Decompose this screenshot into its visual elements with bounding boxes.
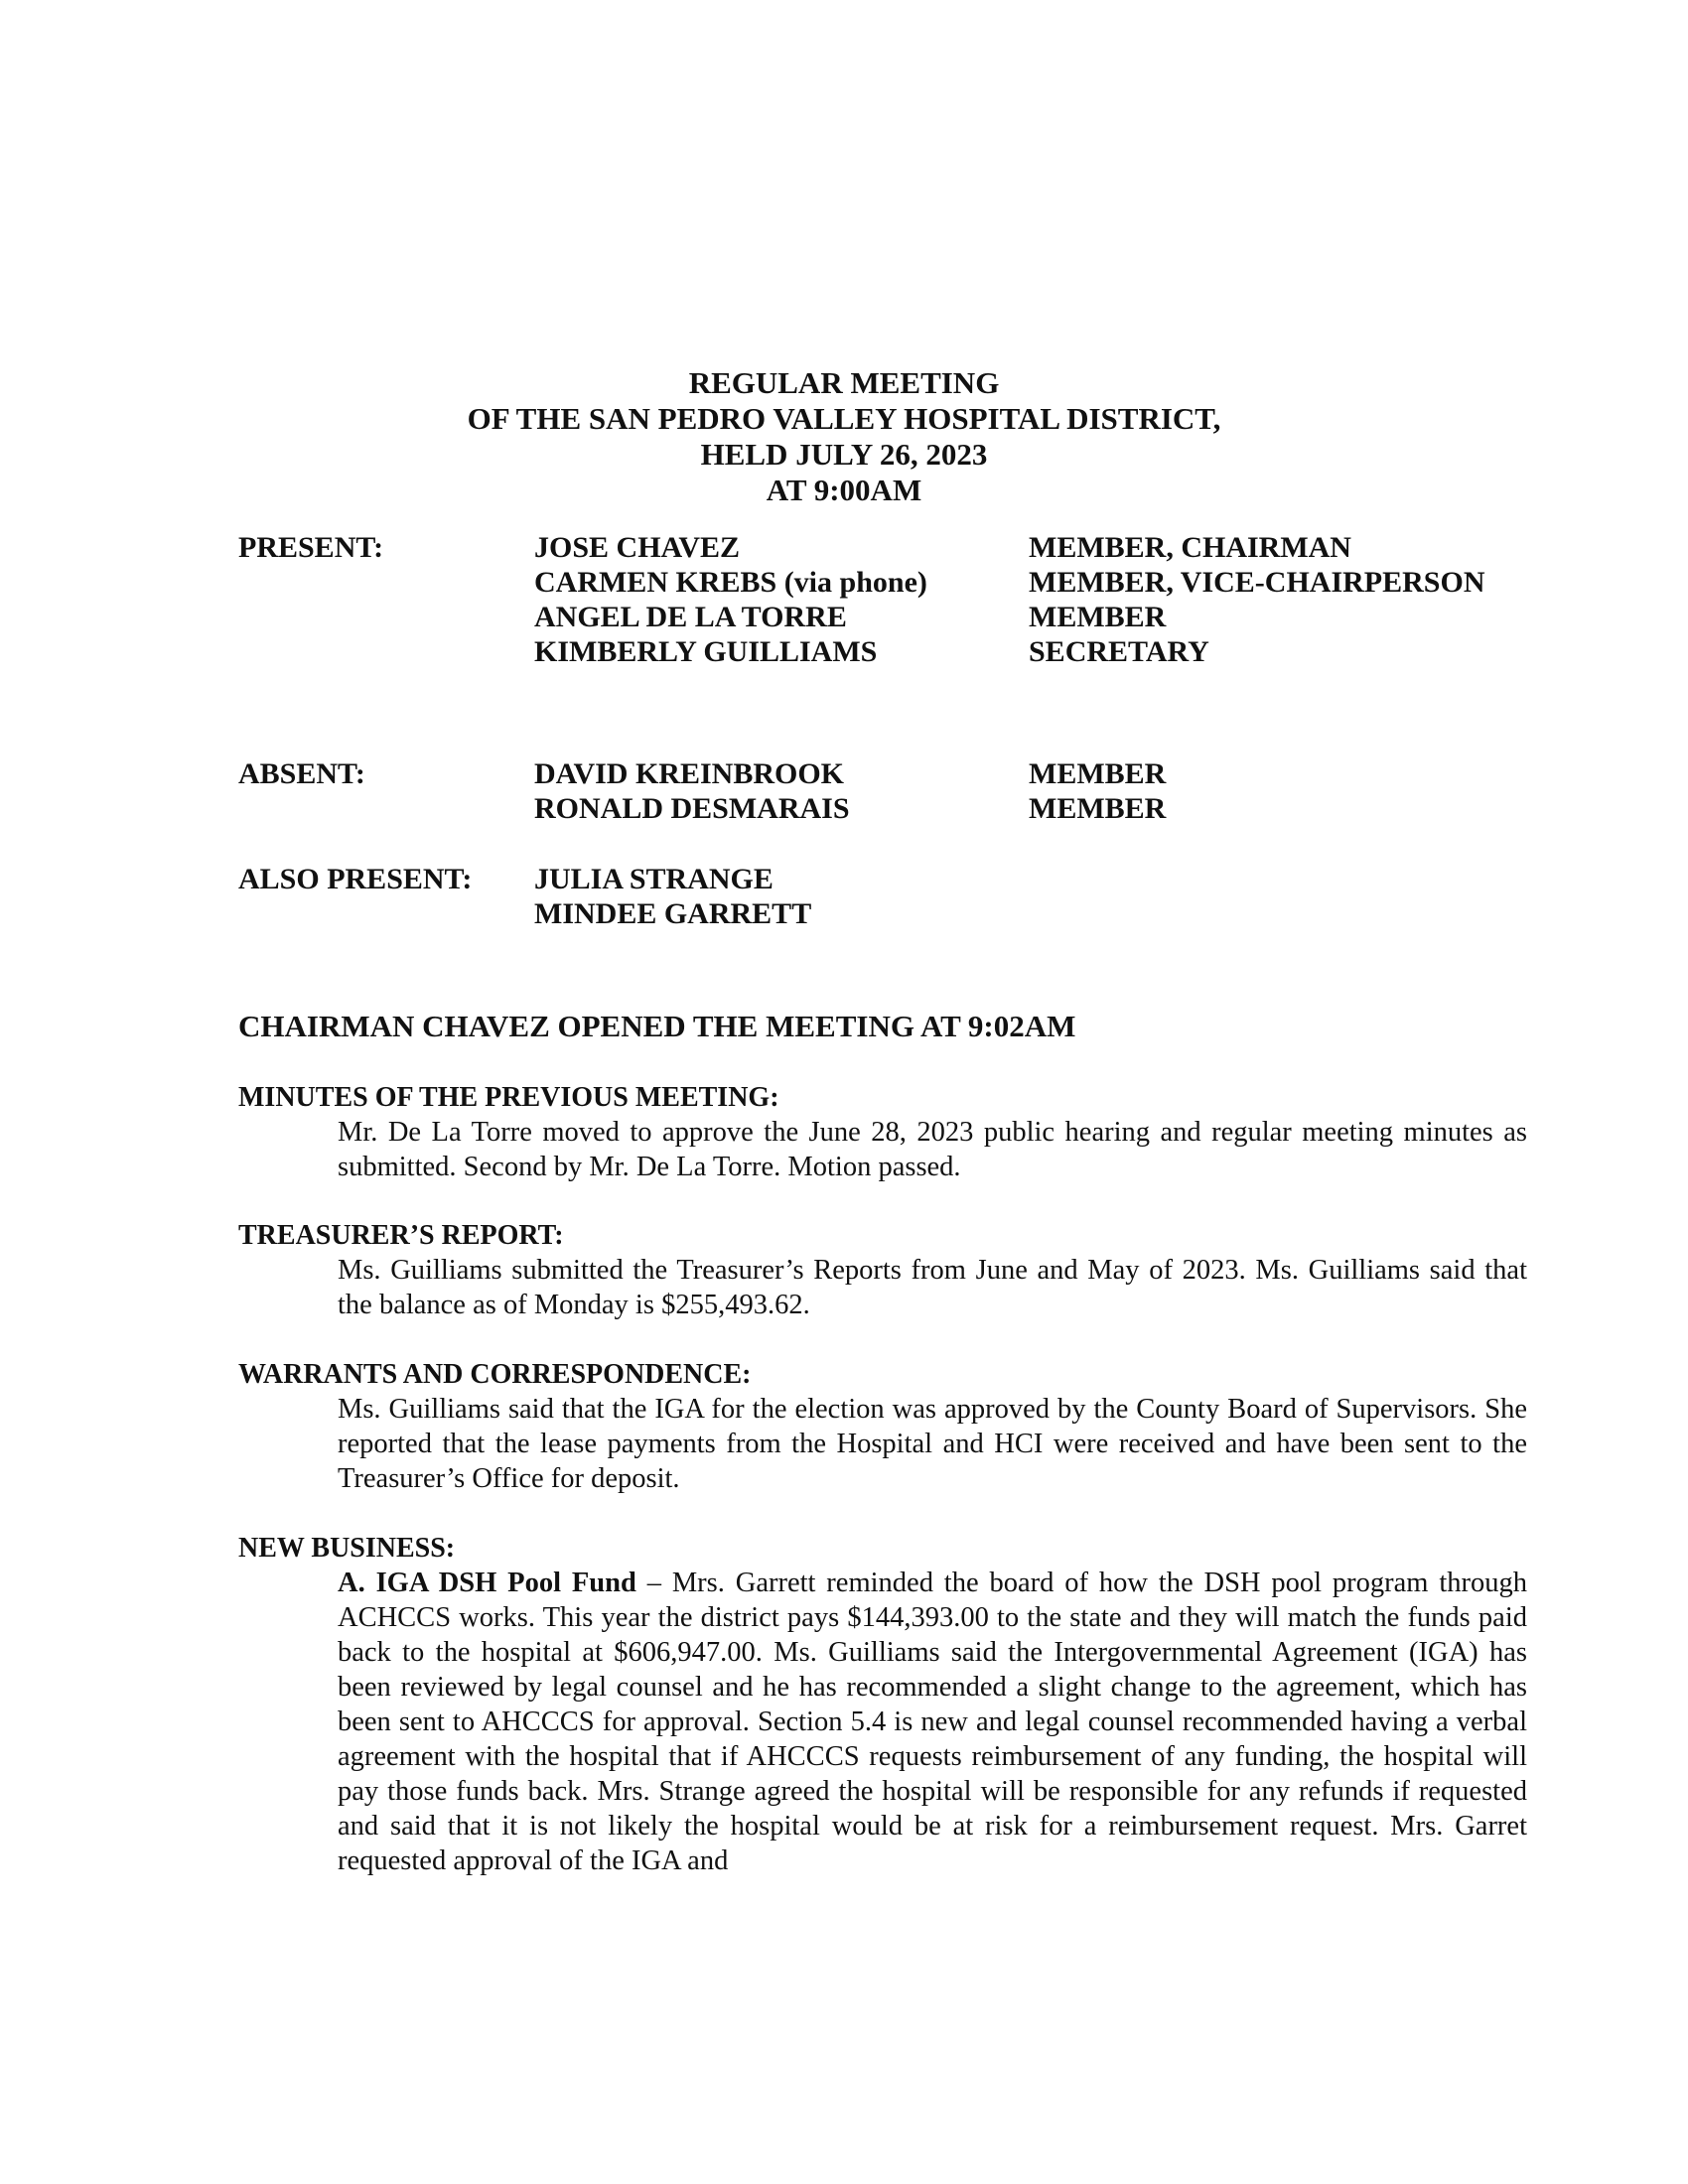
attendee-role: MEMBER	[1029, 601, 1167, 633]
attendee-name: RONALD DESMARAIS	[534, 792, 850, 825]
attendee-name: JOSE CHAVEZ	[534, 531, 741, 564]
title-line: REGULAR MEETING	[688, 365, 1000, 400]
section-heading: TREASURER’S REPORT:	[238, 1220, 564, 1251]
section-warrants	[238, 1357, 1529, 1496]
new-business-item-a	[338, 1566, 1527, 1878]
section-body: Mr. De La Torre moved to approve the June 28, 2023 public hearing and regular meeting minutes as submitted. Second by Mr. De La Torre. Motion passed.	[338, 1117, 1527, 1182]
also-present-names	[534, 862, 811, 931]
attendee-name: DAVID KREINBROOK	[534, 757, 844, 790]
document-title	[0, 365, 1688, 508]
section-heading: MINUTES OF THE PREVIOUS MEETING:	[238, 1082, 779, 1113]
present-roles	[1029, 530, 1484, 669]
section-body: Ms. Guilliams said that the IGA for the election was approved by the County Board of Supervisors. She reported that the lease payments from the Hospital and HCI were received and have been sent to the Treasurer’s Office for deposit.	[338, 1394, 1527, 1494]
attendee-role: MEMBER, VICE-CHAIRPERSON	[1029, 566, 1485, 599]
attendee-name: MINDEE GARRETT	[534, 897, 812, 930]
meeting-opened-heading: CHAIRMAN CHAVEZ OPENED THE MEETING AT 9:02AM	[238, 1009, 1076, 1043]
title-line: OF THE SAN PEDRO VALLEY HOSPITAL DISTRICT,	[467, 401, 1221, 436]
attendee-role: MEMBER, CHAIRMAN	[1029, 531, 1351, 564]
section-treasurer	[238, 1218, 1529, 1322]
present-label: PRESENT:	[238, 531, 384, 564]
title-line: HELD JULY 26, 2023	[700, 437, 988, 472]
section-heading: NEW BUSINESS:	[238, 1533, 456, 1564]
also-present-label: ALSO PRESENT:	[238, 863, 473, 895]
section-heading: WARRANTS AND CORRESPONDENCE:	[238, 1359, 752, 1390]
section-minutes	[238, 1080, 1529, 1184]
absent-label: ABSENT:	[238, 757, 365, 790]
title-line: AT 9:00AM	[766, 473, 922, 507]
attendee-name: ANGEL DE LA TORRE	[534, 601, 847, 633]
section-body: Ms. Guilliams submitted the Treasurer’s Reports from June and May of 2023. Ms. Guilliams said that the balance as of Monday is $255,493.62.	[338, 1255, 1527, 1320]
absent-names	[534, 756, 850, 826]
attendee-role: MEMBER	[1029, 792, 1167, 825]
attendee-role: SECRETARY	[1029, 635, 1209, 668]
section-new-business	[238, 1531, 1529, 1878]
attendee-role: MEMBER	[1029, 757, 1167, 790]
attendee-name: KIMBERLY GUILLIAMS	[534, 635, 878, 668]
item-a-body: – Mrs. Garrett reminded the board of how the DSH pool program through ACHCCS works. This year the district pays $144,393.00 to the state and they will match the funds paid back to the hospital at $606,947.00. Ms. Guilliams said the Intergovernmental Agreement (IGA) has been reviewed by legal counsel and he has recommended a slight change to the agreement, which has been sent to AHCCCS for approval. Section 5.4 is new and legal counsel recommended having a verbal agreement with the hospital that if AHCCCS requests reimbursement of any funding, the hospital will pay those funds back. Mrs. Strange agreed the hospital will be responsible for any refunds if requested and said that it is not likely the hospital would be at risk for a reimbursement request. Mrs. Garret requested approval of the IGA and	[338, 1568, 1527, 1876]
item-a-title: A. IGA DSH Pool Fund	[338, 1568, 636, 1598]
absent-roles	[1029, 756, 1166, 826]
attendee-name: CARMEN KREBS (via phone)	[534, 566, 927, 599]
attendee-name: JULIA STRANGE	[534, 863, 774, 895]
present-names	[534, 530, 927, 669]
